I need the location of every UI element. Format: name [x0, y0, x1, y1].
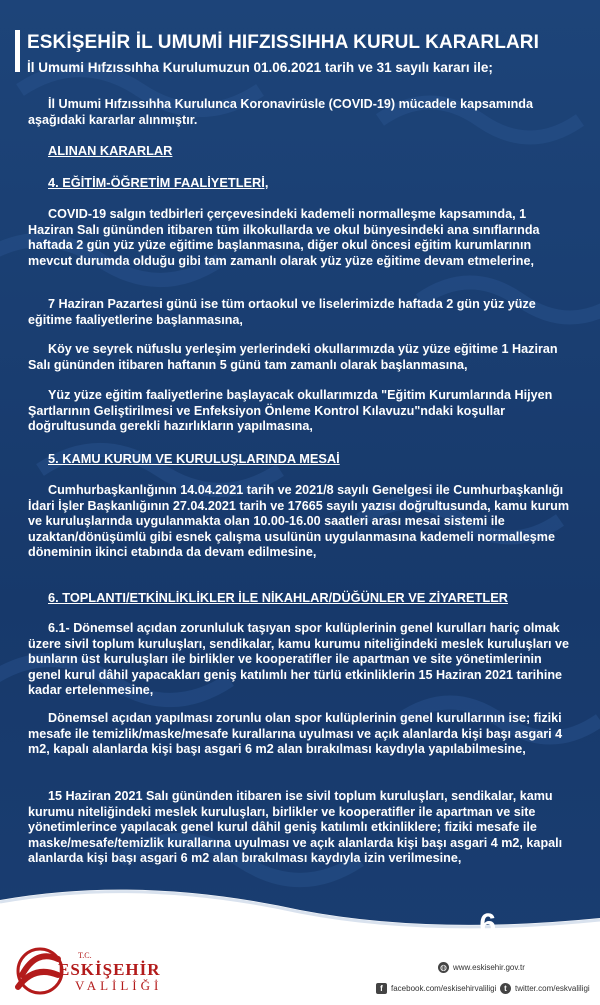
page-number: 6: [479, 908, 496, 941]
globe-icon: ◍: [438, 962, 449, 973]
website-link[interactable]: [438, 962, 525, 973]
section-4-paragraph-1: COVID-19 salgın tedbirleri çerçevesindeki kademeli normalleşme kapsamında, 1 Haziran Salı gününden itibaren tüm ilkokullarda ve okul bünyesindeki ana sınıflarında haftada 2 gün yüz yüze eğitime başlanmasına, diğer okul öncesi eğitim kurumlarının mevcut durumda olduğu gibi tam zamanlı olarak yüz yüze eğitime devam etmelerine,: [28, 207, 540, 268]
twitter-icon: t: [500, 983, 511, 994]
decisions-heading: ALINAN KARARLAR: [48, 143, 173, 158]
page-title: ESKİŞEHİR İL UMUMİ HIFZISSIHHA KURUL KARARLARI: [27, 32, 539, 53]
logo-tc-text: T.C.: [78, 951, 92, 960]
website-text: www.eskisehir.gov.tr: [453, 963, 525, 972]
title-accent-bar: [15, 30, 20, 72]
page-subtitle: İl Umumi Hıfzıssıhha Kurulumuzun 01.06.2021 tarih ve 31 sayılı kararı ile;: [27, 60, 493, 75]
facebook-text: facebook.com/eskisehirvaliligi: [391, 984, 497, 993]
intro-paragraph: İl Umumi Hıfzıssıhha Kurulunca Koronavirüsle (COVID-19) mücadele kapsamında aşağıdaki kararlar alınmıştır.: [28, 97, 533, 127]
section-5-heading: 5. KAMU KURUM VE KURULUŞLARINDA MESAİ: [48, 451, 340, 466]
twitter-text: twitter.com/eskvaliligi: [515, 984, 590, 993]
facebook-icon: f: [376, 983, 387, 994]
section-4-paragraph-2: 7 Haziran Pazartesi günü ise tüm ortaokul ve liselerimizde haftada 2 gün yüz yüze eğitime faaliyetlerine başlanmasına,: [28, 297, 536, 327]
logo-subtitle-text: VALİLİĞİ: [75, 978, 163, 993]
section-6-paragraph-2: Dönemsel açıdan yapılması zorunlu olan spor kulüplerinin genel kurullarının ise; fiziki mesafe ile temizlik/maske/mesafe kurallarına uyulması ve açık alanlarda kişi başı asgari 4 m2, kapalı alanlarda kişi başı asgari 6 m2 alan bırakılması kaydıyla yapılabilmesine,: [28, 711, 563, 756]
section-6-paragraph-1: 6.1- Dönemsel açıdan zorunluluk taşıyan spor kulüplerinin genel kurulları hariç olmak üzere sivil toplum kuruluşları, sendikalar, kamu kurumu niteliğindeki meslek kuruluşları ve bunların üst kuruluşları ile birlikler ve kooperatifler ile apartman ve site yönetimlerinin genel kurul dâhil yapacakları geniş katılımlı her türlü etkinliklerin 15 Haziran 2021 tarihine kadar ertelenmesine,: [28, 621, 570, 697]
section-6-heading: 6. TOPLANTI/ETKİNLİKLİKLER İLE NİKAHLAR/DÜĞÜNLER VE ZİYARETLER: [48, 590, 508, 605]
logo-name-text: ESKİŞEHİR: [58, 960, 161, 979]
twitter-link[interactable]: [500, 983, 590, 994]
section-4-heading: 4. EĞİTİM-ÖĞRETİM FAALİYETLERİ,: [48, 175, 269, 190]
section-4-paragraph-4: Yüz yüze eğitim faaliyetlerine başlayacak okullarımızda "Eğitim Kurumlarında Hijyen Şartlarının Geliştirilmesi ve Enfeksiyon Önleme Kontrol Kılavuzu"ndaki koşullar doğrultusunda gerekli hazırlıkların yapılmasına,: [28, 388, 553, 433]
facebook-link[interactable]: [376, 983, 496, 994]
section-4-paragraph-3: Köy ve seyrek nüfuslu yerleşim yerlerindeki okullarımızda yüz yüze eğitime 1 Haziran Salı gününden itibaren haftanın 5 günü tam zamanlı olarak başlanmasına,: [28, 342, 558, 372]
section-5-paragraph-1: Cumhurbaşkanlığının 14.04.2021 tarih ve 2021/8 sayılı Genelgesi ile Cumhurbaşkanlığı İdari İşler Başkanlığının 27.04.2021 tarih ve 17665 sayılı yazısı doğrultusunda, kamu kurum ve kuruluşlarında uygulanmakta olan 10.00-16.00 saatleri arası mesai sistemi ile uzaktan/dönüşümlü gibi esnek çalışma usulünün uygulanmasına kademeli normalleşme döneminin ikinci etabında da devam edilmesine,: [28, 483, 570, 559]
section-6-paragraph-3: 15 Haziran 2021 Salı gününden itibaren ise sivil toplum kuruluşları, sendikalar, kamu kurumu niteliğindeki meslek kuruluşları, birlikler ve kooperatifler ile apartman ve site yönetimlerince yapılacak genel kurul dâhil geniş katılımlı etkinliklere; fiziki mesafe ile maske/mesafe/temizlik kurallarına uyulması ve açık alanlarda kişi başı asgari 4 m2, kapalı alanlarda kişi başı asgari 6 m2 alan bırakılması kaydıyla izin verilmesine,: [28, 789, 563, 865]
